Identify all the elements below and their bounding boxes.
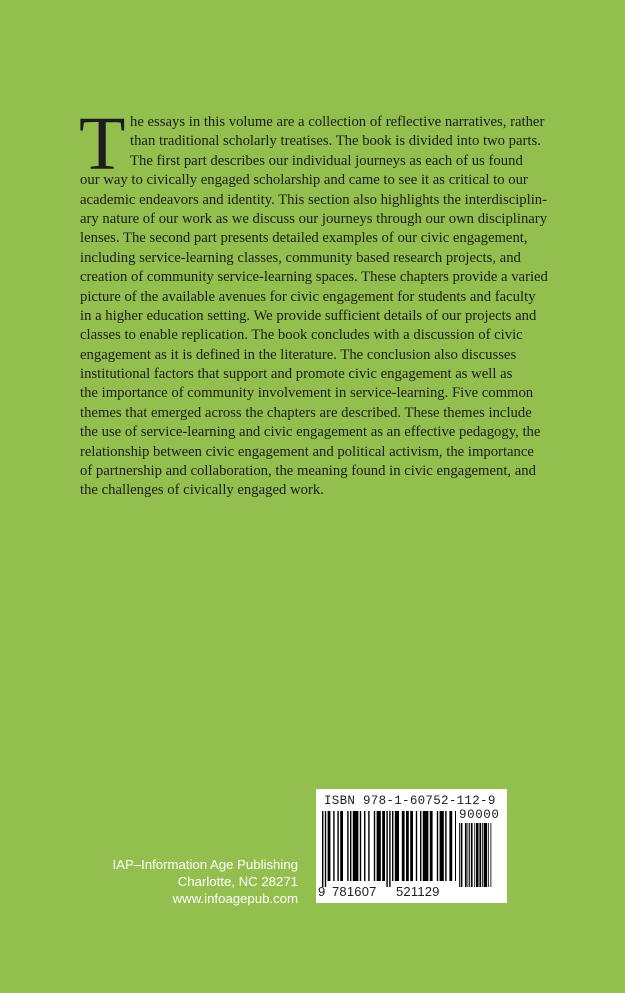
blurb-line: than traditional scholarly treatises. The book is divided into two parts. <box>130 133 541 150</box>
blurb-line: lenses. The second part presents detailed examples of our civic engagement, <box>80 230 528 247</box>
barcode-bar <box>490 823 491 887</box>
blurb-line: institutional factors that support and promote civic engagement as well as <box>80 366 513 383</box>
barcode-bar <box>430 811 433 881</box>
barcode-bar <box>402 811 405 881</box>
barcode-bar <box>353 811 359 881</box>
barcode-bar <box>389 811 390 887</box>
barcode-digits-right: 521129 <box>396 884 440 899</box>
barcode-bar <box>364 811 365 881</box>
blurb-line: he essays in this volume are a collection of reflective narratives, rather <box>130 114 545 130</box>
publisher-city: Charlotte, NC 28271 <box>177 874 298 889</box>
barcode-bar <box>468 823 469 887</box>
blurb-line: relationship between civic engagement and political activism, the importance <box>80 443 534 460</box>
barcode-bar <box>455 811 456 881</box>
blurb-line: the use of service-learning and civic engagement as an effective pedagogy, the <box>80 424 541 441</box>
barcode-bar <box>325 811 326 887</box>
barcode-bar <box>333 811 334 881</box>
barcode-bar <box>476 823 479 887</box>
barcode-bar <box>449 811 452 881</box>
barcode-bar <box>445 811 446 881</box>
barcode-bar <box>465 823 467 887</box>
barcode-bar <box>484 823 487 887</box>
barcode-bar <box>377 811 381 881</box>
blurb-line: including service-learning classes, community based research projects, and <box>80 249 521 266</box>
barcode-bar <box>340 811 343 881</box>
blurb-line: creation of community service-learning spaces. These chapters provide a varied <box>80 269 548 286</box>
barcode-bar <box>482 823 483 887</box>
blurb-line: the importance of community involvement in service-learning. Five common <box>80 385 534 402</box>
isbn-text: ISBN 978-1-60752-112-9 <box>324 794 496 808</box>
barcode-bar <box>406 811 409 881</box>
barcode-bar <box>392 811 393 881</box>
barcode-bar <box>488 823 489 887</box>
blurb-line: picture of the available avenues for civic engagement for students and faculty <box>80 288 536 305</box>
addon-barcode-bars <box>459 823 503 887</box>
barcode-bar <box>416 811 417 881</box>
barcode-bar <box>395 811 399 881</box>
publisher-name: IAP–Information Age Publishing <box>112 857 298 872</box>
blurb-line: the challenges of civically engaged work. <box>80 482 324 499</box>
price-code-text: 90000 <box>459 808 500 822</box>
barcode-bar <box>437 811 438 881</box>
barcode-digit-first: 9 <box>318 884 326 899</box>
blurb-line: in a higher education setting. We provide sufficient details of our projects and <box>80 307 537 324</box>
drop-cap-letter: T <box>79 102 126 186</box>
barcode-digits-left: 781607 <box>332 884 377 899</box>
barcode-bar <box>360 811 361 881</box>
barcode-bar <box>386 811 387 887</box>
barcode-bar <box>368 811 369 881</box>
publisher-info <box>90 856 298 907</box>
publisher-website[interactable]: www.infoagepub.com <box>172 891 298 906</box>
isbn-barcode <box>316 789 507 903</box>
barcode-bar <box>461 823 463 887</box>
blurb-line: academic endeavors and identity. This section also highlights the interdisciplin- <box>80 191 548 208</box>
barcode-bar <box>474 823 475 887</box>
barcode-bar <box>328 811 331 881</box>
barcode-bar <box>382 811 385 881</box>
blurb-line: The first part describes our individual journeys as each of us found <box>130 152 523 169</box>
barcode-bar <box>374 811 375 881</box>
blurb-line: engagement as it is defined in the literature. The conclusion also discusses <box>80 346 517 363</box>
barcode-bar <box>459 823 460 887</box>
barcode-bar <box>423 811 429 881</box>
barcode-bar <box>322 811 323 887</box>
barcode-bar <box>410 811 413 881</box>
ean-barcode-bars <box>322 811 456 887</box>
barcode-bar <box>479 823 481 887</box>
blurb-line: our way to civically engaged scholarship and came to see it as critical to our <box>80 172 528 189</box>
barcode-bar <box>469 823 470 887</box>
barcode-bar <box>440 811 444 881</box>
barcode-bar <box>471 823 473 887</box>
blurb-line: classes to enable replication. The book concludes with a discussion of civic <box>80 327 523 344</box>
barcode-bar <box>350 811 351 881</box>
back-cover-blurb <box>80 113 550 501</box>
blurb-line: ary nature of our work as we discuss our journeys through our own disciplinary <box>80 210 548 227</box>
blurb-line: of partnership and collaboration, the meaning found in civic engagement, and <box>80 463 536 480</box>
barcode-bar <box>347 811 348 881</box>
barcode-bar <box>420 811 421 881</box>
blurb-line: themes that emerged across the chapters are described. These themes include <box>80 404 532 421</box>
barcode-bar <box>337 811 338 881</box>
